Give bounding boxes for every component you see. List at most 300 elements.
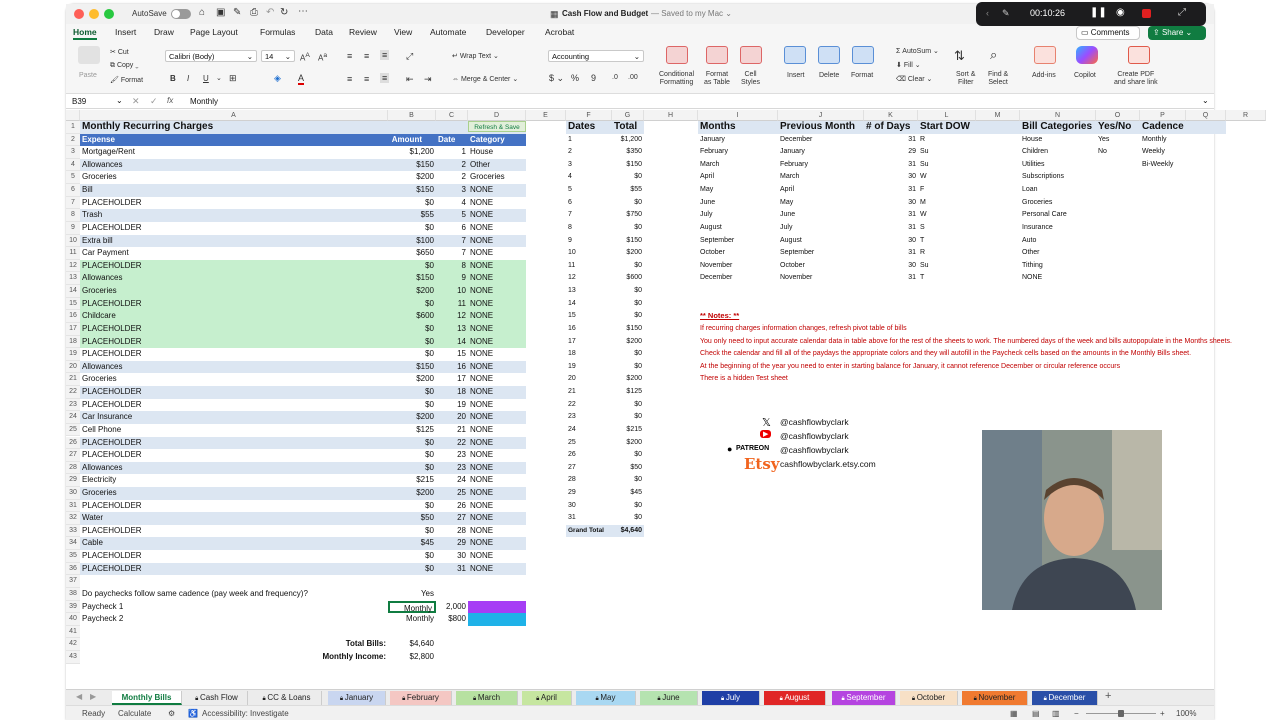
month-cell[interactable]: M: [920, 198, 926, 206]
month-cell[interactable]: January: [700, 135, 725, 143]
pivot-date[interactable]: 23: [568, 413, 576, 421]
align-top-icon[interactable]: ≡: [347, 51, 353, 61]
sheet-tab-monthly-bills[interactable]: [112, 691, 182, 705]
underline-icon[interactable]: U: [203, 74, 209, 83]
tab-data[interactable]: Data: [315, 27, 333, 37]
bill-category[interactable]: Groceries: [468, 171, 526, 184]
pivot-date[interactable]: 17: [568, 337, 576, 345]
pivot-date[interactable]: 20: [568, 375, 576, 383]
currency-icon[interactable]: $ ⌄: [549, 73, 565, 83]
zoom-in-icon[interactable]: +: [1160, 709, 1165, 718]
fx-icon[interactable]: fx: [167, 96, 174, 105]
pivot-date[interactable]: 6: [568, 198, 572, 206]
enter-icon[interactable]: ✓: [150, 96, 158, 106]
table-title[interactable]: Monthly Recurring Charges: [80, 121, 526, 134]
align-bottom-icon[interactable]: ≡: [382, 50, 388, 60]
cadence-item[interactable]: Bi-Weekly: [1142, 160, 1174, 168]
refresh-save-button[interactable]: Refresh & Save: [468, 121, 526, 132]
bill-expense[interactable]: PLACEHOLDER: [80, 563, 388, 576]
bill-category[interactable]: NONE: [468, 197, 526, 210]
note-text[interactable]: If recurring charges information changes, refresh pivot table of bills: [700, 324, 907, 332]
bill-amount[interactable]: $0: [388, 563, 436, 576]
pivot-total[interactable]: $0: [634, 362, 642, 370]
bill-category[interactable]: NONE: [468, 361, 526, 374]
bill-date[interactable]: 11: [436, 298, 468, 311]
sheet-tab-february[interactable]: [390, 691, 452, 705]
row-header[interactable]: 41: [66, 626, 80, 639]
month-cell[interactable]: December: [780, 135, 813, 143]
bill-date[interactable]: 29: [436, 537, 468, 550]
font-size-select[interactable]: 14 ⌄: [261, 50, 295, 62]
paste-button[interactable]: Paste: [79, 72, 97, 79]
bill-category-item[interactable]: Groceries: [1022, 198, 1053, 206]
bill-category-item[interactable]: Auto: [1022, 236, 1037, 244]
month-cell[interactable]: T: [920, 274, 925, 282]
bill-category[interactable]: House: [468, 146, 526, 159]
bill-category[interactable]: NONE: [468, 348, 526, 361]
month-cell[interactable]: 30: [908, 236, 916, 244]
pivot-total[interactable]: $750: [626, 211, 642, 219]
align-center-icon[interactable]: ≡: [364, 74, 370, 84]
bill-category[interactable]: NONE: [468, 247, 526, 260]
increase-font-icon[interactable]: $A^A$: [300, 52, 310, 63]
pivot-date[interactable]: 8: [568, 223, 572, 231]
month-cell[interactable]: 30: [908, 173, 916, 181]
paycheck1-cadence-select[interactable]: Monthly: [388, 601, 436, 614]
home-icon[interactable]: ⌂: [199, 7, 206, 18]
pivot-total[interactable]: $0: [634, 299, 642, 307]
month-cell[interactable]: March: [780, 173, 800, 181]
paycheck2-cadence[interactable]: Monthly: [405, 614, 434, 624]
note-text[interactable]: At the beginning of the year you need to enter in starting balance for January, it cannot reference December or circular reference occurs: [700, 362, 1121, 370]
pen-icon[interactable]: ✎: [1002, 8, 1010, 18]
row-header[interactable]: 25: [66, 424, 80, 437]
bill-date[interactable]: 25: [436, 487, 468, 500]
bill-category-item[interactable]: Other: [1022, 249, 1040, 257]
bill-category[interactable]: NONE: [468, 310, 526, 323]
percent-icon[interactable]: %: [571, 73, 580, 83]
column-header[interactable]: E: [526, 110, 566, 121]
pivot-total[interactable]: $0: [634, 400, 642, 408]
bill-expense[interactable]: Car Payment: [80, 247, 388, 260]
month-cell[interactable]: May: [780, 198, 794, 206]
bill-amount[interactable]: $0: [388, 462, 436, 475]
row-header[interactable]: 18: [66, 336, 80, 349]
column-header[interactable]: N: [1020, 110, 1096, 121]
patreon-logo-icon[interactable]: PATREON: [736, 445, 770, 452]
autosum-button[interactable]: Σ AutoSum ⌄: [896, 48, 939, 55]
column-header[interactable]: O: [1096, 110, 1140, 121]
bill-expense[interactable]: Extra bill: [80, 235, 388, 248]
bill-amount[interactable]: $50: [388, 512, 436, 525]
table-header-amount[interactable]: Amount: [388, 134, 436, 147]
pivot-date[interactable]: 12: [568, 274, 576, 282]
align-middle-icon[interactable]: ≡: [364, 51, 370, 61]
bill-date[interactable]: 2: [436, 171, 468, 184]
bill-category[interactable]: Other: [468, 159, 526, 172]
pivot-date[interactable]: 10: [568, 249, 576, 257]
format-cells-icon[interactable]: [852, 46, 874, 64]
bill-amount[interactable]: $0: [388, 550, 436, 563]
bill-date[interactable]: 7: [436, 247, 468, 260]
pivot-total[interactable]: $0: [634, 501, 642, 509]
bill-expense[interactable]: PLACEHOLDER: [80, 399, 388, 412]
pivot-date[interactable]: 7: [568, 211, 572, 219]
zoom-slider-thumb[interactable]: [1118, 710, 1124, 717]
bill-amount[interactable]: $0: [388, 525, 436, 538]
bill-category[interactable]: NONE: [468, 537, 526, 550]
pivot-total[interactable]: $0: [634, 198, 642, 206]
month-cell[interactable]: T: [920, 236, 925, 244]
months-header[interactable]: Months: [698, 121, 778, 134]
month-cell[interactable]: September: [700, 236, 735, 244]
cancel-icon[interactable]: ✕: [132, 96, 140, 106]
row-header[interactable]: 24: [66, 411, 80, 424]
column-header[interactable]: A: [80, 110, 388, 121]
align-left-icon[interactable]: ≡: [347, 74, 353, 84]
row-header[interactable]: 32: [66, 512, 80, 525]
header-fill[interactable]: [976, 121, 1020, 134]
header-fill[interactable]: [1186, 121, 1226, 134]
add-ins-icon[interactable]: [1034, 46, 1056, 64]
month-cell[interactable]: March: [700, 160, 720, 168]
increase-decimal-icon[interactable]: .0: [612, 74, 618, 81]
pivot-total[interactable]: $1,200: [620, 135, 642, 143]
comma-icon[interactable]: 9: [591, 73, 597, 83]
decrease-indent-icon[interactable]: ⇤: [406, 74, 414, 84]
bill-category-item[interactable]: Utilities: [1022, 160, 1045, 168]
pivot-date[interactable]: 30: [568, 501, 576, 509]
bold-icon[interactable]: B: [170, 74, 176, 83]
sheet-tab-april[interactable]: [522, 691, 572, 705]
pivot-total[interactable]: $0: [634, 476, 642, 484]
add-sheet-icon[interactable]: +: [1105, 690, 1112, 702]
bill-amount[interactable]: $0: [388, 260, 436, 273]
pause-icon[interactable]: ❚❚: [1090, 7, 1107, 18]
bill-date[interactable]: 27: [436, 512, 468, 525]
bill-amount[interactable]: $0: [388, 298, 436, 311]
format-painter-button[interactable]: 🖌︎ Format: [110, 77, 144, 84]
month-cell[interactable]: January: [780, 148, 805, 156]
column-header[interactable]: K: [864, 110, 918, 121]
bill-expense[interactable]: Cell Phone: [80, 424, 388, 437]
row-header[interactable]: 13: [66, 272, 80, 285]
bill-category[interactable]: NONE: [468, 209, 526, 222]
month-cell[interactable]: R: [920, 249, 926, 257]
sheet-tab-cc-loans[interactable]: [252, 691, 322, 705]
paycheck2-label[interactable]: Paycheck 2: [82, 614, 124, 624]
bill-amount[interactable]: $200: [388, 285, 436, 298]
row-header[interactable]: 3: [66, 146, 80, 159]
pivot-date[interactable]: 14: [568, 299, 576, 307]
row-header[interactable]: 27: [66, 449, 80, 462]
social-handle[interactable]: @cashflowbyclark: [780, 431, 849, 441]
paycheck-question[interactable]: Do paychecks follow same cadence (pay week and frequency)?: [82, 588, 308, 598]
chevron-down-icon[interactable]: ⌄: [116, 96, 123, 105]
share-button[interactable]: ⇪ Share ⌄: [1148, 26, 1206, 40]
month-cell[interactable]: October: [780, 261, 805, 269]
month-cell[interactable]: February: [780, 160, 809, 168]
pivot-date[interactable]: 21: [568, 388, 576, 396]
pivot-date[interactable]: 4: [568, 173, 572, 181]
bill-amount[interactable]: $215: [388, 474, 436, 487]
month-cell[interactable]: November: [700, 261, 733, 269]
row-header[interactable]: 21: [66, 373, 80, 386]
bill-expense[interactable]: PLACEHOLDER: [80, 386, 388, 399]
paste-icon[interactable]: [78, 46, 100, 64]
bill-amount[interactable]: $150: [388, 159, 436, 172]
month-cell[interactable]: 31: [908, 186, 916, 194]
bill-category[interactable]: NONE: [468, 424, 526, 437]
month-cell[interactable]: 31: [908, 249, 916, 257]
bill-category[interactable]: NONE: [468, 500, 526, 513]
grand-total-value[interactable]: $4,640: [612, 525, 644, 538]
bill-date[interactable]: 17: [436, 373, 468, 386]
bill-amount[interactable]: $55: [388, 209, 436, 222]
bill-amount[interactable]: $0: [388, 399, 436, 412]
bill-date[interactable]: 8: [436, 260, 468, 273]
pivot-date[interactable]: 22: [568, 400, 576, 408]
formula-input[interactable]: Monthly: [190, 97, 219, 106]
bill-date[interactable]: 13: [436, 323, 468, 336]
bill-category-item[interactable]: Insurance: [1022, 223, 1053, 231]
sheet-tab-july[interactable]: [702, 691, 760, 705]
edit-icon[interactable]: ✎: [233, 7, 242, 18]
bill-expense[interactable]: PLACEHOLDER: [80, 323, 388, 336]
bill-expense[interactable]: PLACEHOLDER: [80, 298, 388, 311]
paycheck-answer[interactable]: Yes: [420, 588, 434, 598]
expand-icon[interactable]: ⤢: [1178, 7, 1186, 18]
bill-expense[interactable]: Allowances: [80, 462, 388, 475]
month-cell[interactable]: November: [780, 274, 813, 282]
pivot-total[interactable]: $0: [634, 173, 642, 181]
bill-amount[interactable]: $0: [388, 323, 436, 336]
bill-category-item[interactable]: Loan: [1022, 186, 1038, 194]
month-cell[interactable]: August: [700, 223, 722, 231]
delete-cells-icon[interactable]: [818, 46, 840, 64]
note-text[interactable]: Check the calendar and fill all of the paydays the appropriate colors and they will autofill in the Paycheck cells based on the amounts in the Monthly Bills sheet.: [700, 350, 1192, 358]
increase-indent-icon[interactable]: ⇥: [424, 74, 432, 84]
conditional-formatting-button[interactable]: Conditional Formatting: [659, 71, 695, 86]
bill-category[interactable]: NONE: [468, 260, 526, 273]
paycheck1-amount[interactable]: 2,000: [445, 601, 466, 611]
paycheck1-color[interactable]: [468, 601, 526, 614]
bill-date[interactable]: 4: [436, 197, 468, 210]
chevron-down-icon[interactable]: ⌄: [216, 75, 222, 82]
number-format-select[interactable]: Accounting ⌄: [548, 50, 644, 62]
column-header[interactable]: M: [976, 110, 1020, 121]
row-header[interactable]: 26: [66, 437, 80, 450]
column-header[interactable]: D: [468, 110, 526, 121]
months-header[interactable]: Start DOW: [918, 121, 976, 134]
column-header[interactable]: I: [698, 110, 778, 121]
bill-expense[interactable]: Bill: [80, 184, 388, 197]
row-header[interactable]: 42: [66, 638, 80, 651]
pivot-date[interactable]: 27: [568, 463, 576, 471]
bill-amount[interactable]: $200: [388, 373, 436, 386]
bill-date[interactable]: 21: [436, 424, 468, 437]
pivot-date[interactable]: 26: [568, 451, 576, 459]
accessibility-status[interactable]: Accessibility: Investigate: [202, 709, 289, 718]
paycheck1-label[interactable]: Paycheck 1: [82, 601, 124, 611]
bill-amount[interactable]: $600: [388, 310, 436, 323]
total-header[interactable]: Total: [612, 121, 644, 134]
bill-category[interactable]: NONE: [468, 437, 526, 450]
format-as-table-icon[interactable]: [706, 46, 728, 64]
column-header[interactable]: C: [436, 110, 468, 121]
month-cell[interactable]: December: [700, 274, 733, 282]
month-cell[interactable]: 31: [908, 160, 916, 168]
bill-category[interactable]: NONE: [468, 411, 526, 424]
monthly-income-label[interactable]: Monthly Income:: [322, 652, 386, 662]
orientation-icon[interactable]: ⤢: [406, 51, 414, 61]
bill-expense[interactable]: Trash: [80, 209, 388, 222]
sheet-tab-november[interactable]: [962, 691, 1028, 705]
decrease-font-icon[interactable]: $A^a$: [318, 52, 328, 63]
bill-amount[interactable]: $0: [388, 437, 436, 450]
bill-expense[interactable]: PLACEHOLDER: [80, 500, 388, 513]
column-header[interactable]: F: [566, 110, 612, 121]
bill-expense[interactable]: Allowances: [80, 272, 388, 285]
month-cell[interactable]: R: [920, 135, 926, 143]
month-cell[interactable]: June: [700, 198, 716, 206]
tab-automate[interactable]: Automate: [430, 27, 467, 37]
scroll-right-icon[interactable]: ▶: [90, 692, 97, 701]
bill-date[interactable]: 15: [436, 348, 468, 361]
bill-date[interactable]: 26: [436, 500, 468, 513]
pivot-total[interactable]: $150: [626, 236, 642, 244]
print-icon[interactable]: ⎙: [250, 7, 258, 18]
bill-category[interactable]: NONE: [468, 550, 526, 563]
bill-category[interactable]: NONE: [468, 449, 526, 462]
pivot-date[interactable]: 25: [568, 438, 576, 446]
bill-amount[interactable]: $650: [388, 247, 436, 260]
zoom-window-button[interactable]: [104, 9, 114, 19]
pivot-total[interactable]: $150: [626, 160, 642, 168]
expand-formula-icon[interactable]: ⌄: [1202, 96, 1209, 105]
row-header[interactable]: 19: [66, 348, 80, 361]
tab-insert[interactable]: Insert: [115, 27, 137, 37]
grand-total-label[interactable]: Grand Total: [566, 525, 612, 538]
row-header[interactable]: 36: [66, 563, 80, 576]
save-icon[interactable]: ▣: [216, 7, 226, 18]
row-header[interactable]: 28: [66, 462, 80, 475]
row-header[interactable]: 15: [66, 298, 80, 311]
month-cell[interactable]: February: [700, 148, 729, 156]
pivot-total[interactable]: $55: [630, 186, 642, 194]
monthly-income-value[interactable]: $2,800: [409, 652, 434, 662]
bill-amount[interactable]: $125: [388, 424, 436, 437]
bill-amount[interactable]: $0: [388, 500, 436, 513]
bill-date[interactable]: 3: [436, 184, 468, 197]
bill-expense[interactable]: Water: [80, 512, 388, 525]
x-logo-icon[interactable]: 𝕏: [762, 417, 771, 429]
row-header[interactable]: 43: [66, 651, 80, 664]
month-cell[interactable]: 29: [908, 148, 916, 156]
bill-expense[interactable]: PLACEHOLDER: [80, 449, 388, 462]
bill-date[interactable]: 5: [436, 209, 468, 222]
row-header[interactable]: 20: [66, 361, 80, 374]
fill-color-icon[interactable]: ◈: [274, 73, 281, 83]
bill-date[interactable]: 20: [436, 411, 468, 424]
bill-category-item[interactable]: Subscriptions: [1022, 173, 1065, 181]
column-header[interactable]: L: [918, 110, 976, 121]
bill-date[interactable]: 9: [436, 272, 468, 285]
bill-date[interactable]: 30: [436, 550, 468, 563]
bill-amount[interactable]: $0: [388, 348, 436, 361]
clear-button[interactable]: ⌫ Clear ⌄: [896, 76, 933, 83]
row-header[interactable]: 12: [66, 260, 80, 273]
zoom-out-icon[interactable]: −: [1074, 709, 1079, 718]
month-cell[interactable]: August: [780, 236, 802, 244]
sheet-tab-august[interactable]: [764, 691, 826, 705]
row-header[interactable]: 5: [66, 171, 80, 184]
bill-category[interactable]: NONE: [468, 386, 526, 399]
bill-amount[interactable]: $0: [388, 222, 436, 235]
patreon-logo-icon[interactable]: ●: [727, 444, 733, 454]
bill-date[interactable]: 19: [436, 399, 468, 412]
bill-expense[interactable]: Allowances: [80, 361, 388, 374]
bill-date[interactable]: 31: [436, 563, 468, 576]
bill-amount[interactable]: $200: [388, 411, 436, 424]
month-cell[interactable]: April: [780, 186, 795, 194]
cadence-item[interactable]: Weekly: [1142, 148, 1165, 156]
month-cell[interactable]: April: [700, 173, 715, 181]
sort-filter-button[interactable]: Sort & Filter: [956, 71, 976, 86]
page-break-view-icon[interactable]: ▥: [1052, 709, 1060, 718]
pivot-total[interactable]: $350: [626, 148, 642, 156]
insert-cells-button[interactable]: Insert: [787, 72, 805, 79]
column-header[interactable]: P: [1140, 110, 1186, 121]
merge-center-button[interactable]: ⇔ Merge & Center ⌄: [452, 76, 519, 83]
social-handle[interactable]: @cashflowbyclark: [780, 417, 849, 427]
pivot-total[interactable]: $200: [626, 249, 642, 257]
row-header[interactable]: 33: [66, 525, 80, 538]
bill-category-item[interactable]: NONE: [1022, 274, 1043, 282]
row-header[interactable]: 10: [66, 235, 80, 248]
bill-amount[interactable]: $0: [388, 197, 436, 210]
sort-filter-icon[interactable]: ⇅: [954, 48, 965, 63]
conditional-formatting-icon[interactable]: [666, 46, 688, 64]
bill-category[interactable]: NONE: [468, 298, 526, 311]
accessibility-icon[interactable]: ♿: [188, 709, 198, 718]
saved-status[interactable]: — Saved to my Mac ⌄: [651, 9, 732, 18]
cadence-item[interactable]: Monthly: [1142, 135, 1167, 143]
bill-amount[interactable]: $200: [388, 171, 436, 184]
comments-button[interactable]: ▭ Comments: [1076, 26, 1140, 40]
row-header[interactable]: 23: [66, 399, 80, 412]
font-color-icon[interactable]: A: [298, 73, 305, 83]
pivot-total[interactable]: $0: [634, 223, 642, 231]
bill-expense[interactable]: Groceries: [80, 487, 388, 500]
pivot-total[interactable]: $0: [634, 312, 642, 320]
tab-home[interactable]: Home: [73, 27, 97, 40]
row-header[interactable]: 37: [66, 575, 80, 588]
pivot-date[interactable]: 2: [568, 148, 572, 156]
bill-categories-header[interactable]: Bill Categories: [1020, 121, 1096, 134]
column-header[interactable]: Q: [1186, 110, 1226, 121]
format-as-table-button[interactable]: Format as Table: [704, 71, 730, 86]
bill-amount[interactable]: $200: [388, 487, 436, 500]
month-cell[interactable]: Su: [920, 261, 929, 269]
autosave-toggle[interactable]: [171, 9, 191, 19]
insert-cells-icon[interactable]: [784, 46, 806, 64]
pivot-total[interactable]: $200: [626, 438, 642, 446]
yes-no-item[interactable]: No: [1098, 148, 1107, 156]
borders-icon[interactable]: ⊞: [229, 73, 237, 83]
bill-category[interactable]: NONE: [468, 235, 526, 248]
tab-review[interactable]: Review: [349, 27, 377, 37]
